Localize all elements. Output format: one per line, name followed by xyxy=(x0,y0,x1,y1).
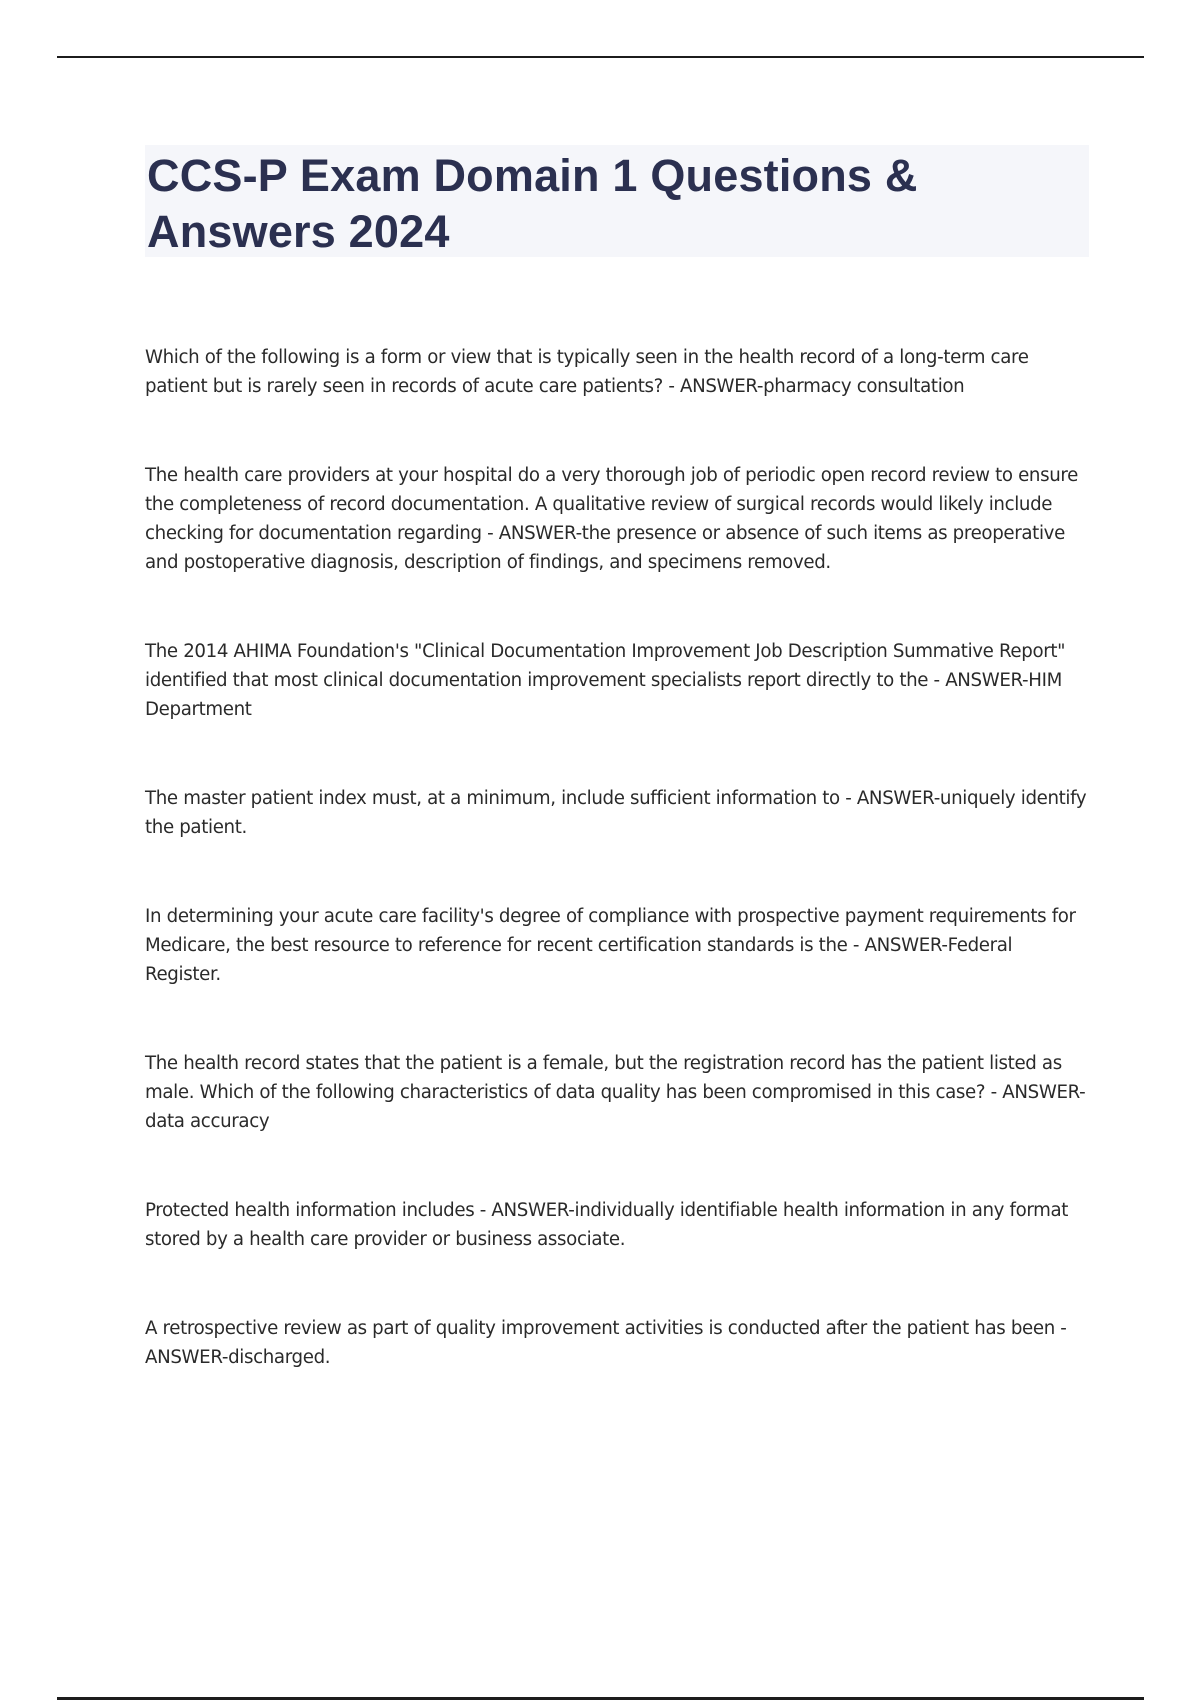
qa-item-5: In determining your acute care facility's degree of compliance with prospective payment requirements for Medicare, the best resource to reference for recent certification standards is the - ANSWER-Federal Register. xyxy=(145,906,1076,985)
qa-item-1: Which of the following is a form or view that is typically seen in the health record of a long-term care patient but is rarely seen in records of acute care patients? - ANSWER-pharmacy consultation xyxy=(145,347,1029,397)
qa-item-3: The 2014 AHIMA Foundation's "Clinical Documentation Improvement Job Description Summative Report" identified that most clinical documentation improvement specialists report directly to the - ANSWER-HIM Department xyxy=(145,641,1066,720)
header-rule xyxy=(57,56,1144,58)
qa-item-7: Protected health information includes - ANSWER-individually identifiable health information in any format stored by a health care provider or business associate. xyxy=(145,1200,1069,1250)
qa-item-4: The master patient index must, at a minimum, include sufficient information to - ANSWER-uniquely identify the patient. xyxy=(145,788,1087,838)
qa-item-6: The health record states that the patient is a female, but the registration record has the patient listed as male. Which of the following characteristics of data quality has been compromised in this case? - ANSWER-data accuracy xyxy=(145,1053,1086,1132)
title-banner xyxy=(145,145,1089,257)
qa-list xyxy=(145,343,1090,1432)
qa-item-2: The health care providers at your hospital do a very thorough job of periodic open record review to ensure the completeness of record documentation. A qualitative review of surgical records would likely include checking for documentation regarding - ANSWER-the presence or absence of such items as preoperative and postoperative diagnosis, description of findings, and specimens removed. xyxy=(145,465,1078,573)
qa-item-8: A retrospective review as part of quality improvement activities is conducted after the patient has been - ANSWER-discharged. xyxy=(145,1318,1067,1368)
page-title: CCS-P Exam Domain 1 Questions & Answers 2024 xyxy=(147,150,918,257)
